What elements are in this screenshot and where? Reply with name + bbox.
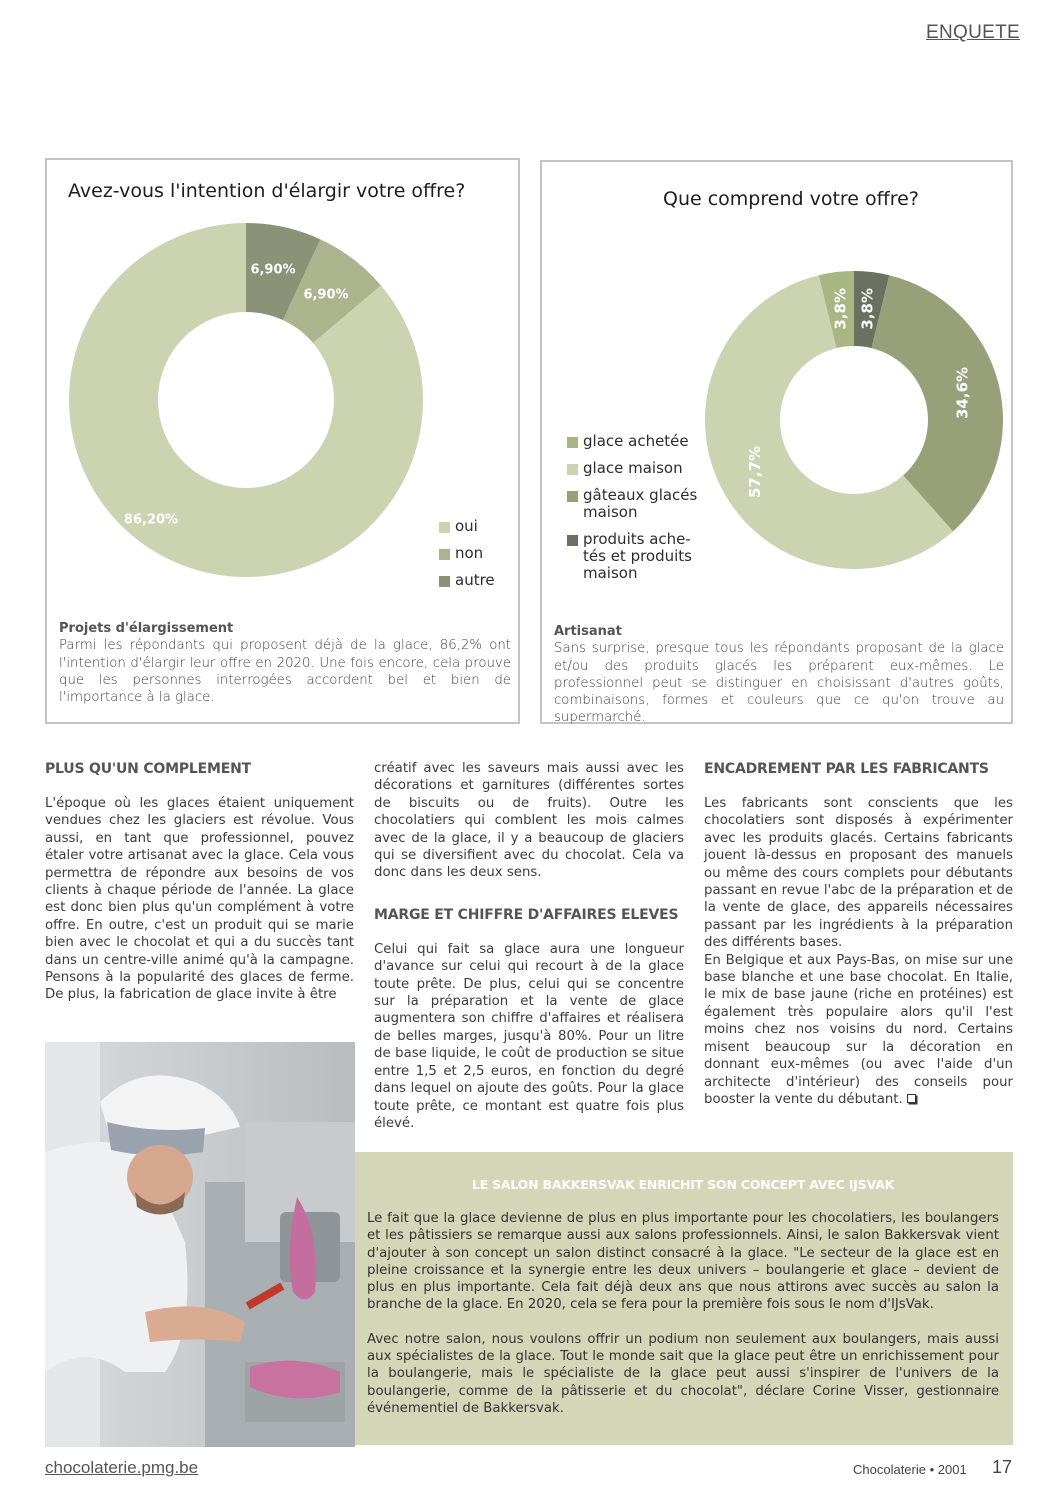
footer-website-link[interactable]: chocolaterie.pmg.be (45, 1458, 199, 1477)
paragraph: Avec notre salon, nous voulons offrir un podium non seulement aux boulangers, mais aussi aux spécialistes de la glace. Tout le monde sait que la glace peut être un enrichissement pour la boulangerie, mais le spécialiste de la glace peut aussi s'inspirer de l'univers de la boulangerie, comme de la pâtisserie et du chocolat", déclare Corine Visser, gestionnaire événementiel de Bakkersvak. (367, 1331, 999, 1416)
slice-data-label: 6,90% (250, 262, 296, 278)
legend-item-gateaux (567, 487, 707, 521)
paragraph: créatif avec les saveurs mais aussi avec les décorations et garnitures (différentes sortes de biscuits ou de fruits). Outre les chocolatiers qui comblent les mois calmes avec de la glace, il y a beaucoup de glaciers qui se diversifient avec du chocolat. Cela va donc dans les deux sens. (374, 761, 684, 881)
slice-data-label: 34,6% (953, 366, 972, 419)
legend-item-non (439, 545, 519, 562)
chart-card-offre (540, 160, 1013, 724)
caption-title: Projets d'élargissement (59, 621, 234, 636)
slice-data-label: 3,8% (831, 287, 850, 330)
legend-label: glace achetée (583, 432, 689, 450)
legend-item-glace-maison (567, 460, 707, 477)
chart-legend (567, 433, 707, 592)
photo-illustration (45, 1042, 355, 1447)
legend-swatch (439, 576, 450, 587)
section-heading: ENCADREMENT PAR LES FABRICANTS (704, 761, 989, 777)
legend-item-autre (439, 572, 519, 589)
legend-label: autre (455, 571, 495, 589)
chart-title: Que comprend votre offre? (663, 188, 919, 210)
paragraph: L'époque où les glaces étaient uniquement vendues chez les glaciers est révolue. Vous aussi, en tant que professionnel, pouvez étaler votre artisanat avec la glace. Cela vous permettra de répondre aux besoins de vos clients à chaque période de l'année. La glace est donc bien plus qu'un complément à votre offre. En outre, c'est un produit qui se marie bien avec le chocolat et qui a du succès tant dans un centre-ville animé qu'à la campagne. Pensons à la popularité des glaces de ferme. De plus, la fabrication de glace invite à être (45, 796, 354, 1003)
caption-title: Artisanat (554, 624, 622, 639)
page-number: 17 (992, 1457, 1013, 1477)
legend-label: gâteaux glacés maison (583, 486, 698, 521)
legend-item-oui (439, 518, 519, 535)
legend-label: glace maison (583, 459, 683, 477)
chart-caption (59, 620, 511, 706)
chef-ice-cream-photo (45, 1042, 355, 1447)
slice-data-label: 6,90% (303, 287, 349, 303)
legend-swatch (567, 437, 578, 448)
legend-item-glace-achetee (567, 433, 707, 450)
paragraph-text: En Belgique et aux Pays-Bas, on mise sur une base blanche et une base chocolat. En Italie, le mix de base jaune (riche en protéines) est également très populaire alors qu'il l'est moins chez nos voisins du nord. Certains misent beaucoup sur la décoration en donnant eux-mêmes (ou avec l'aide d'un architecte d'intérieur) des conseils pour booster la vente du débutant. (704, 952, 1013, 1107)
paragraph: Celui qui fait sa glace aura une longueur d'avance sur celui qui recourt à de la glace toute prête. De plus, celui qui se concentre sur la préparation et la vente de glace augmentera son chiffre d'affaires et réalisera de belles marges, jusqu'à 80%. Pour un litre de base liquide, le coût de production se situe entre 1,5 et 2,5 euros, en fonction du degré dans lequel on ajoute des goûts. Pour la glace toute prête, ce montant est quatre fois plus élevé. (374, 941, 684, 1131)
box-title: LE SALON BAKKERSVAK ENRICHIT SON CONCEPT AVEC IJSVAK (471, 1177, 895, 1192)
section-heading: PLUS QU'UN COMPLEMENT (45, 761, 251, 777)
legend-swatch (439, 522, 450, 533)
slice-data-label: 57,7% (745, 445, 764, 499)
legend-swatch (567, 464, 578, 475)
paragraph: Les fabricants sont conscients que les chocolatiers sont disposés à expérimenter avec les produits glacés. Certains fabricants jouent là-dessus en proposant des manuels ou même des cours complets pour débutants passant en revue l'abc de la préparation et de la vente de glace, des appareils nécessaires passant par les ingrédients à la préparation des différents bases. (704, 796, 1013, 951)
paragraph (704, 952, 1013, 1109)
legend-swatch (439, 549, 450, 560)
legend-swatch (567, 535, 578, 546)
slice-data-label: 3,8% (858, 287, 877, 330)
chart-card-elargir (45, 158, 520, 724)
legend-label: produits ache-tés et produits maison (583, 530, 692, 582)
chart-legend (439, 518, 519, 599)
legend-item-produits (567, 531, 707, 582)
end-of-article-icon (907, 1094, 916, 1103)
article-column-1 (45, 760, 354, 1004)
article-column-2 (374, 760, 684, 1132)
chart-caption (554, 623, 1004, 727)
sidebar-box-bakkersvak (355, 1152, 1013, 1445)
section-tag: ENQUETE (926, 22, 1020, 43)
footer-magazine-issue: Chocolaterie • 2001 (853, 1462, 967, 1477)
paragraph: Le fait que la glace devienne de plus en plus importante pour les chocolatiers, les boulangers et les pâtissiers se remarque aussi aux salons professionnels. Ainsi, le salon Bakkersvak vient d'ajouter à son concept un salon distinct consacré à la glace. "Le secteur de la glace est en pleine croissance et la synergie entre les deux univers – boulangerie et glace – devient de plus en plus importante. Cela fait déjà deux ans que nous attirons avec succès au salon la branche de la glace. En 2020, cela se fera pour la première fois sous le nom d'IJsVak. (367, 1211, 999, 1313)
legend-swatch (567, 491, 578, 502)
chart-title: Avez-vous l'intention d'élargir votre offre? (68, 180, 466, 202)
caption-text: Parmi les répondants qui proposent déjà de la glace, 86,2% ont l'intention d'élargir leur offre en 2020. Une fois encore, cela prouve que les personnes interrogées accordent bel et bien de l'importance à la glace. (59, 638, 511, 706)
legend-label: non (455, 544, 484, 562)
caption-text: Sans surprise, presque tous les répondants proposant de la glace et/ou des produits glacés les préparent eux-mêmes. Le professionnel peut se distinguer en choisissant d'autres goûts, combinaisons, formes et couleurs que ce qu'on trouve au supermarché. (554, 641, 1004, 726)
article-column-3 (704, 760, 1013, 1108)
legend-label: oui (455, 517, 478, 535)
donut-chart-elargir (69, 223, 423, 577)
slice-data-label: 86,20% (123, 512, 179, 528)
donut-chart-offre (705, 271, 1003, 569)
section-heading: MARGE ET CHIFFRE D'AFFAIRES ELEVES (374, 906, 679, 923)
